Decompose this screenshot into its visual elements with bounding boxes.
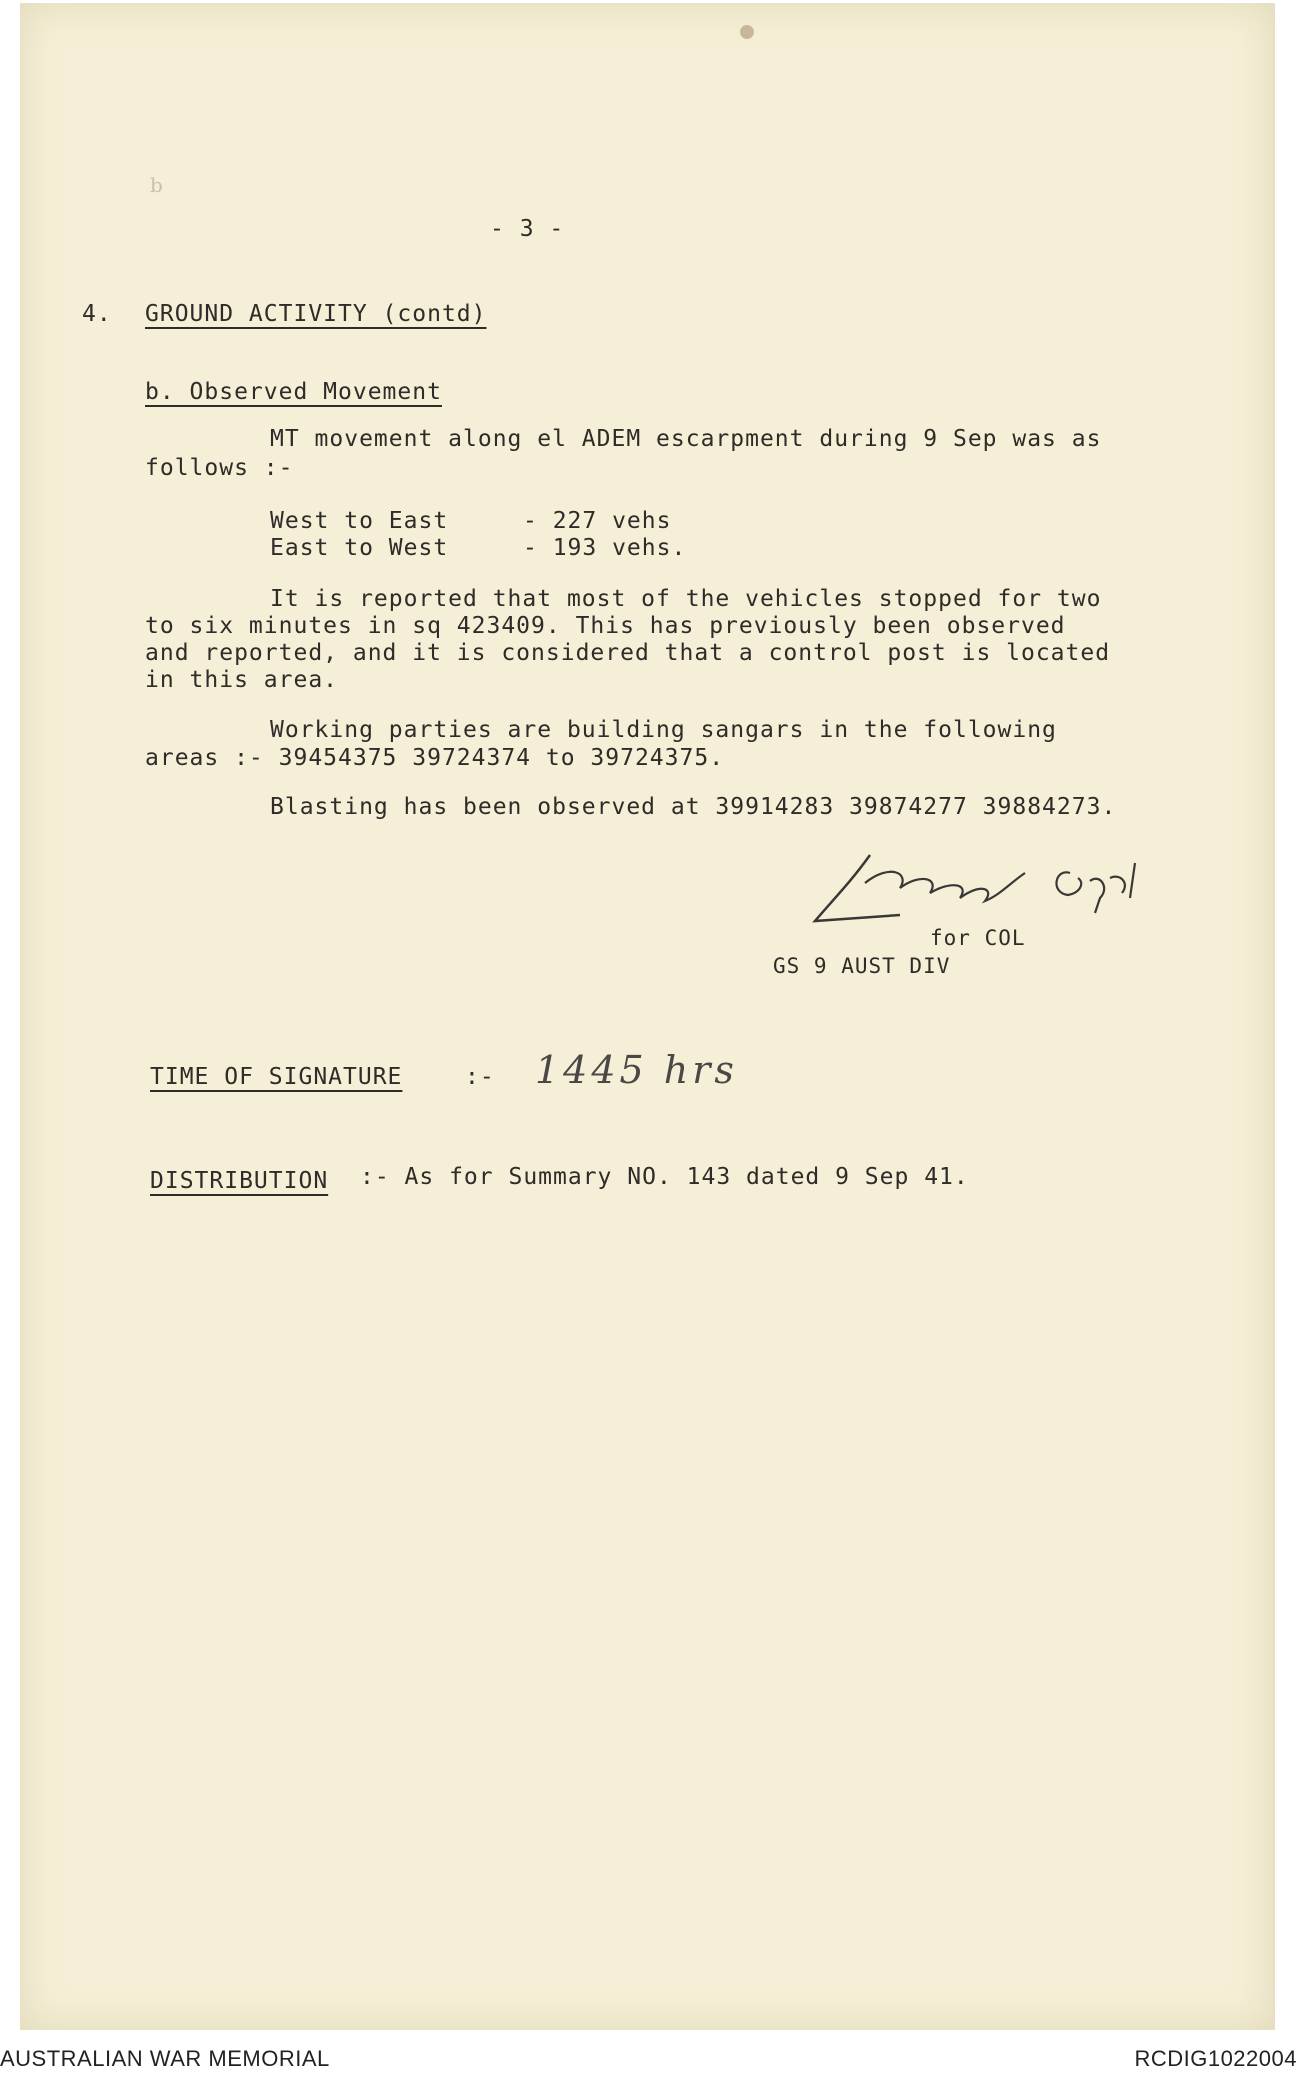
- signature-for: for COL: [930, 926, 1026, 950]
- time-of-signature-sep: :-: [465, 1064, 495, 1090]
- para2-line: It is reported that most of the vehicles stopped for two: [270, 586, 1102, 612]
- signature-title: GS 9 AUST DIV: [773, 954, 951, 978]
- time-of-signature-label: TIME OF SIGNATURE: [150, 1064, 403, 1090]
- para4: Blasting has been observed at 39914283 39874277 39884273.: [270, 794, 1117, 820]
- section-heading: GROUND ACTIVITY (contd): [145, 301, 487, 327]
- faint-corner-initials: b: [150, 173, 163, 197]
- para2-line: in this area.: [145, 667, 339, 693]
- para2-line: and reported, and it is considered that a control post is located: [145, 640, 1111, 666]
- time-of-signature-value: 1445 hrs: [535, 1048, 738, 1092]
- movement-row-value: - 227 vehs: [523, 508, 672, 534]
- para3-line2: areas :- 39454375 39724374 to 39724375.: [145, 745, 725, 771]
- para1-line2: follows :-: [145, 455, 294, 481]
- para2-line: to six minutes in sq 423409. This has previously been observed: [145, 613, 1066, 639]
- para3-line1: Working parties are building sangars in the following: [270, 717, 1057, 743]
- para1-line1: MT movement along el ADEM escarpment during 9 Sep was as: [270, 426, 1102, 452]
- handwritten-signature: [810, 843, 1210, 933]
- subsection-heading: b. Observed Movement: [145, 379, 442, 405]
- punch-hole: [740, 25, 754, 39]
- document-page: [20, 3, 1275, 2030]
- distribution-label: DISTRIBUTION: [150, 1168, 329, 1194]
- movement-row-direction: West to East: [270, 508, 449, 534]
- movement-row-value: - 193 vehs.: [523, 535, 687, 561]
- distribution-text: :- As for Summary NO. 143 dated 9 Sep 41.: [360, 1164, 969, 1190]
- footer-archive-name: AUSTRALIAN WAR MEMORIAL: [0, 2046, 330, 2071]
- movement-row-direction: East to West: [270, 535, 449, 561]
- footer-record-id: RCDIG1022004: [1134, 2046, 1297, 2071]
- page-number: - 3 -: [490, 216, 565, 242]
- section-number: 4.: [82, 301, 112, 327]
